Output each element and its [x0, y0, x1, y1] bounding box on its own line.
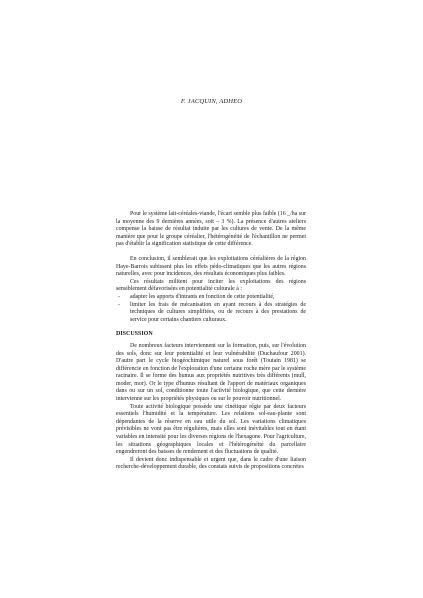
running-header: F. JACQUIN, ADHEO	[180, 98, 243, 105]
body-text	[116, 211, 306, 472]
section-heading-discussion: DISCUSSION	[116, 331, 153, 338]
paragraph-lait-cereales: Pour le système lait-céréales-viande, l'écart semble plus faible (16 _/ha sur la moyenne des 9 dernières années, soit – 3 %). La présence d'autres ateliers compense la baisse de résultat induite par les cultures de vente. De la même manière que pour le groupe céréalier, l'hétérogénéité de l'échantillon ne permet pas d'établir la signification statistique de cette différence.	[116, 211, 306, 248]
paragraph-urgence: Il devient donc indispensable et urgent que, dans le cadre d'une liaison recherche-développement durable, des constats suivis de propositions concrètes	[116, 456, 306, 471]
list-item: - limiter les frais de mécanisation en ayant recours à des stratégies de techniques de cultures simplifiées, ou de recours à des prestations de service pour certains chantiers culturaux.	[116, 302, 306, 325]
paragraph-facteurs: De nombreux facteurs interviennent sur la formation, puis, sur l'évolution des sols, donc sur leur potentialité et leur vulnérabilité (Duchaufour 2001). D'autre part le cycle biogéochimique naturel sous forêt (Toutain 1981) se différencie en fonction de l'exploration d'une certaine roche mère par le système racinaire. Il se forme des humus aux propriétés nutritives très différents (mull, moder, mor). Or le type d'humus résultant de l'apport de matériaux organiques dans ou sur un sol, conditionne toute l'activité biologique, que cette dernière intervienne sur les propriétés physiques ou sur le pouvoir nutritionnel.	[116, 342, 306, 403]
paragraph-activite-biologique: Toute activité biologique possède une cinétique régie par deux facteurs essentiels l'humidité et la température. Les relations sol-eau-plante sont dépendantes de la réserve en eau utile du sol. Les variations climatiques prévisibles ne vont pas être régulières, mais elles sont inévitables tout en étant variables en intensité pour les diverses régions de l'hexagone. Pour l'agriculture, les situations géographiques locales et l'hétérogénéité du parcellaire engendreront des baisses de rendement et des fluctuations de qualité.	[116, 403, 306, 456]
recommendation-list	[116, 294, 306, 324]
paragraph-conclusion: En conclusion, il semblerait que les exploitations céréalières de la région Haye-Barrois subissent plus les effets pédo-climatiques que les autres régions naturelles, avec pour incidences, des résultats économiques plus faibles.	[116, 255, 306, 278]
list-item: - adapter les apports d'intrants en fonction de cette potentialité,	[116, 294, 306, 302]
paragraph-resultats: Ces résultats militent pour inciter les exploitations des régions sensiblement défavorisées en potentialité culturale à :	[116, 278, 306, 293]
